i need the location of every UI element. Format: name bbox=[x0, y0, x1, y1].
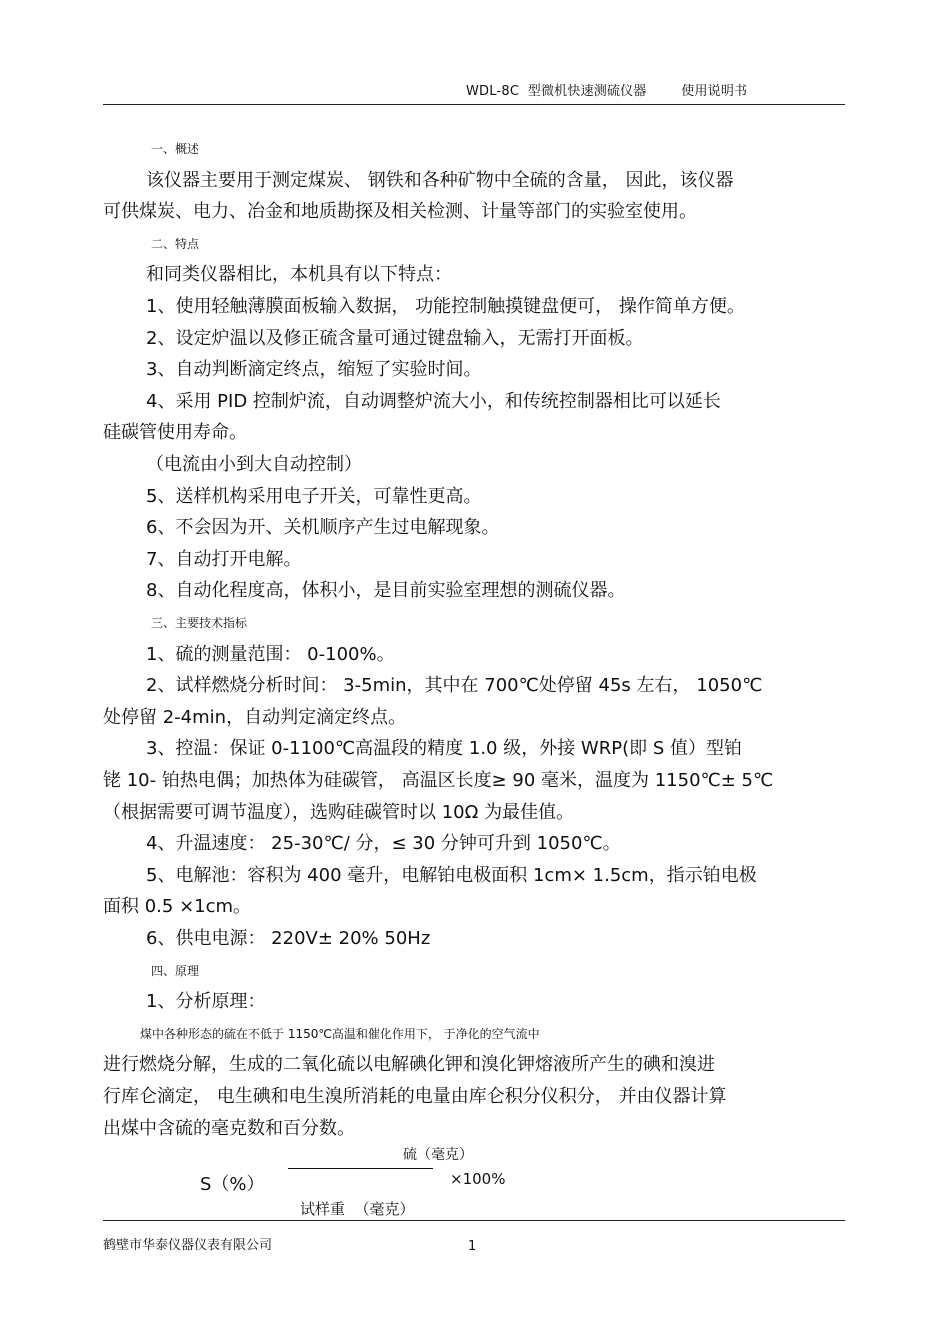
header-title: WDL-8C 型微机快速测硫仪器 使用说明书 bbox=[466, 84, 748, 99]
text-line: 3、控温：保证 0-1100℃高温段的精度 1.0 级，外接 WRP(即 S 值）型铂 bbox=[146, 738, 742, 759]
text-line: 煤中各种形态的硫在不低于 1150℃高温和催化作用下， 于净化的空气流中 bbox=[140, 1027, 540, 1041]
text-line: 4、升温速度： 25-30℃/ 分，≤ 30 分钟可升到 1050℃。 bbox=[146, 833, 621, 854]
section-heading: 二、特点 bbox=[151, 237, 200, 251]
text-line: 1、使用轻触薄膜面板输入数据， 功能控制触摸键盘便可， 操作简单方便。 bbox=[146, 296, 745, 317]
text-line: （根据需要可调节温度），选购硅碳管时以 10Ω 为最佳值。 bbox=[103, 802, 575, 823]
formula-multiplier: ×100% bbox=[450, 1170, 506, 1188]
text-line: 3、自动判断滴定终点，缩短了实验时间。 bbox=[146, 359, 482, 380]
footer-company: 鹤壁市华泰仪器仪表有限公司 bbox=[103, 1238, 273, 1253]
text-line: 6、不会因为开、关机顺序产生过电解现象。 bbox=[146, 517, 500, 538]
formula-label: S（%） bbox=[200, 1174, 265, 1195]
text-line: 7、自动打开电解。 bbox=[146, 549, 302, 570]
text-line: 5、送样机构采用电子开关，可靠性更高。 bbox=[146, 486, 482, 507]
fraction-bar bbox=[288, 1168, 433, 1169]
text-line: 该仪器主要用于测定煤炭、 钢铁和各种矿物中全硫的含量， 因此，该仪器 bbox=[146, 170, 734, 191]
text-line: 2、设定炉温以及修正硫含量可通过键盘输入，无需打开面板。 bbox=[146, 328, 644, 349]
text-line: 5、电解池：容积为 400 毫升，电解铂电极面积 1cm× 1.5cm，指示铂电极 bbox=[146, 865, 757, 886]
text-line: 4、采用 PID 控制炉流，自动调整炉流大小，和传统控制器相比可以延长 bbox=[146, 391, 721, 412]
text-line: 6、供电电源： 220V± 20% 50Hz bbox=[146, 928, 431, 949]
sulfur-formula bbox=[200, 1147, 530, 1220]
text-line: 出煤中含硫的毫克数和百分数。 bbox=[103, 1118, 355, 1139]
formula-numerator: 硫（毫克） bbox=[403, 1147, 473, 1163]
text-line: 铑 10- 铂热电偶；加热体为硅碳管， 高温区长度≥ 90 毫米，温度为 1150℃± 5℃ bbox=[103, 770, 774, 791]
text-line: 硅碳管使用寿命。 bbox=[103, 422, 247, 443]
text-line: 进行燃烧分解，生成的二氧化硫以电解碘化钾和溴化钾熔液所产生的碘和溴进 bbox=[103, 1054, 715, 1075]
text-line: （电流由小到大自动控制） bbox=[146, 454, 362, 475]
section-heading: 一、概述 bbox=[151, 142, 200, 156]
text-line: 可供煤炭、电力、冶金和地质勘探及相关检测、计量等部门的实验室使用。 bbox=[103, 201, 697, 222]
page-number: 1 bbox=[468, 1239, 477, 1254]
text-line: 处停留 2-4min，自动判定滴定终点。 bbox=[103, 707, 407, 728]
text-line: 面积 0.5 ×1cm。 bbox=[103, 896, 252, 917]
text-line: 8、自动化程度高，体积小，是目前实验室理想的测硫仪器。 bbox=[146, 580, 626, 601]
footer-rule bbox=[103, 1220, 845, 1221]
text-line: 和同类仪器相比，本机具有以下特点： bbox=[146, 264, 452, 285]
text-line: 1、分析原理： bbox=[146, 991, 266, 1012]
text-line: 行库仑滴定， 电生碘和电生溴所消耗的电量由库仑积分仪积分， 并由仪器计算 bbox=[103, 1086, 727, 1107]
formula-denominator: 试样重 （毫克） bbox=[300, 1200, 415, 1218]
text-line: 2、试样燃烧分析时间： 3-5min，其中在 700℃处停留 45s 左右， 1050℃ bbox=[146, 675, 763, 696]
section-heading: 四、原理 bbox=[151, 964, 200, 978]
section-heading: 三、主要技术指标 bbox=[151, 616, 248, 630]
header-rule bbox=[103, 104, 845, 105]
text-line: 1、硫的测量范围： 0-100%。 bbox=[146, 644, 395, 665]
